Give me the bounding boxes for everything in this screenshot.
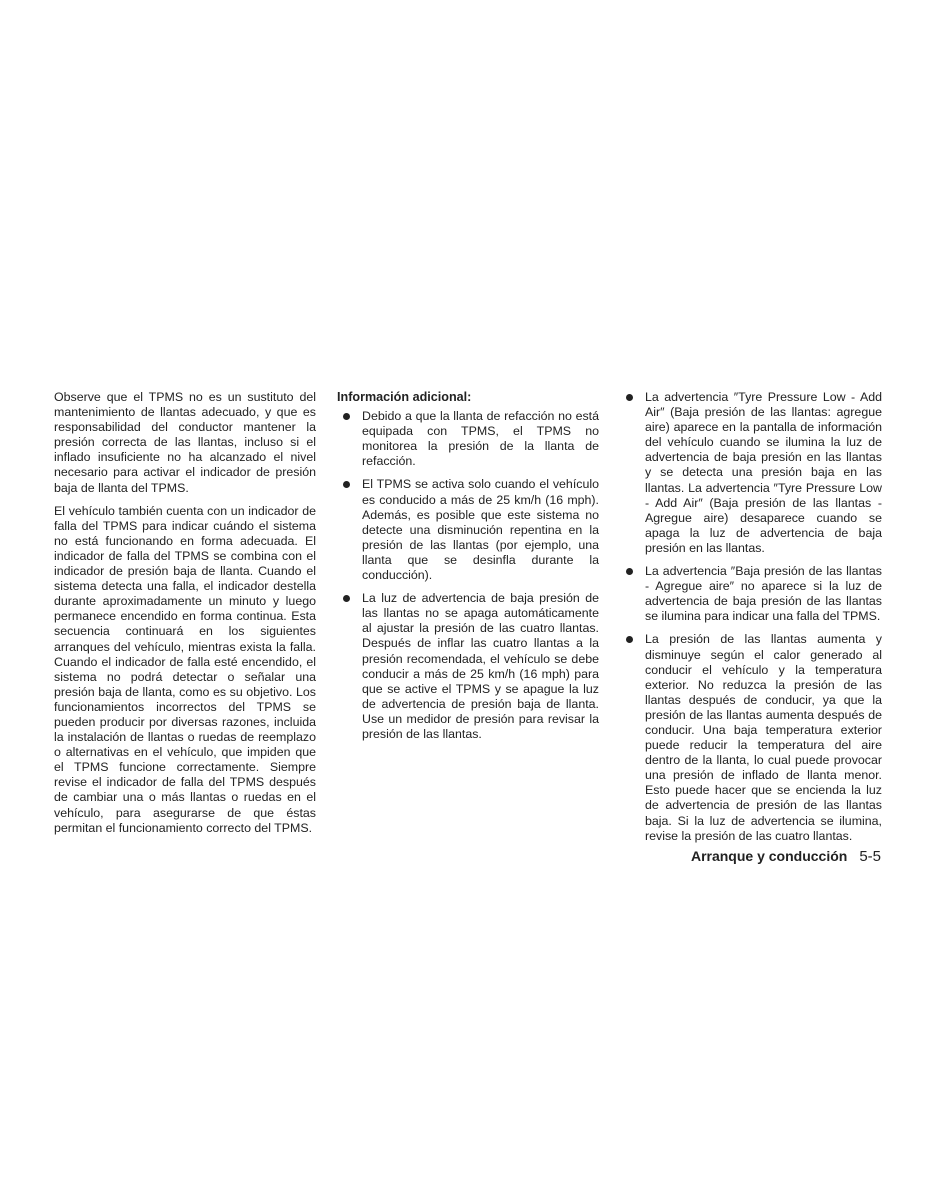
list-item-text: El TPMS se activa solo cuando el vehículo es conducido a más de 25 km/h (16 mph). Además, es posible que este sistema no detecte una disminución repentina en la presión de las llantas (por ejemplo, una llanta que se desinfla durante la conducción).: [362, 477, 599, 583]
column-left: [54, 390, 316, 844]
list-item: [337, 477, 599, 583]
column-right: [620, 390, 882, 852]
bullet-list-additional-info: [337, 409, 599, 742]
list-item-text: La presión de las llantas aumenta y disminuye según el calor generado al conducir el vehículo y la temperatura exterior. No reduzca la presión de las llantas después de conducir, ya que la presión de las llantas aumenta después de conducir. Una baja temperatura exterior puede reducir la temperatura del aire dentro de la llanta, lo cual puede provocar una presión de inflado de llanta menor. Esto puede hacer que se encienda la luz de advertencia de presión de las llantas baja. Si la luz de advertencia se ilumina, revise la presión de las cuatro llantas.: [645, 632, 882, 843]
bullet-icon: [343, 481, 350, 488]
list-item: [337, 591, 599, 742]
paragraph-tpms-not-substitute: Observe que el TPMS no es un sustituto del mantenimiento de llantas adecuado, y que es responsabilidad del conductor mantener la presión correcta de las llantas, incluso si el inflado insuficiente no ha alcanzado el nivel necesario para activar el indicador de presión baja de llanta del TPMS.: [54, 390, 316, 495]
list-item-text: La advertencia ″Tyre Pressure Low - Add Air″ (Baja presión de las llantas: agregue aire) aparece en la pantalla de información del vehículo cuando se ilumina la luz de advertencia de baja presión en las llantas y se detecta una presión baja en las llantas. La advertencia ″Tyre Pressure Low - Add Air″ (Baja presión de las llantas - Agregue aire) desaparece cuando se apaga la luz de advertencia de baja presión en las llantas.: [645, 390, 882, 555]
list-item-text: La luz de advertencia de baja presión de las llantas no se apaga automáticamente al ajustar la presión de las cuatro llantas. Después de inflar las cuatro llantas a la presión recomendada, el vehículo se debe conducir a más de 25 km/h (16 mph) para que se active el TPMS y se apague la luz de advertencia de presión baja de llanta. Use un medidor de presión para revisar la presión de las llantas.: [362, 591, 599, 741]
bullet-list-warnings: [620, 390, 882, 844]
paragraph-tpms-malfunction-indicator: El vehículo también cuenta con un indicador de falla del TPMS para indicar cuándo el sistema no está funcionando en forma adecuada. El indicador de falla del TPMS se combina con el indicador de presión baja de llanta. Cuando el sistema detecta una falla, el indicador destella durante aproximadamente un minuto y luego permanece encendido en forma continua. Esta secuencia continuará en los siguientes arranques del vehículo, mientras exista la falla. Cuando el indicador de falla esté encendido, el sistema no podrá detectar o señalar una presión baja de llanta, como es su objetivo. Los funcionamientos incorrectos del TPMS se pueden producir por diversas razones, incluida la instalación de llantas o ruedas de reemplazo o alternativas en el vehículo, que impiden que el TPMS funcione correctamente. Siempre revise el indicador de falla del TPMS después de cambiar una o más llantas o ruedas en el vehículo, para asegurarse de que éstas permitan el funcionamiento correcto del TPMS.: [54, 503, 316, 835]
list-item: [620, 390, 882, 556]
bullet-icon: [343, 413, 350, 420]
bullet-icon: [626, 636, 633, 643]
list-item: [337, 409, 599, 469]
section-heading-additional-info: Información adicional:: [337, 390, 472, 404]
column-middle: [337, 390, 599, 750]
list-item: [620, 564, 882, 624]
list-item-text: La advertencia ″Baja presión de las llantas - Agregue aire″ no aparece si la luz de advertencia de baja presión de las llantas se ilumina para indicar una falla del TPMS.: [645, 564, 882, 624]
footer-section-title: Arranque y conducción: [690, 848, 848, 864]
list-item-text: Debido a que la llanta de refacción no está equipada con TPMS, el TPMS no monitorea la presión de la llanta de refacción.: [362, 409, 599, 469]
list-item: [620, 632, 882, 843]
bullet-icon: [626, 568, 633, 575]
bullet-icon: [343, 595, 350, 602]
page-number: 5-5: [859, 848, 881, 865]
bullet-icon: [626, 394, 633, 401]
page-footer: [500, 848, 881, 865]
